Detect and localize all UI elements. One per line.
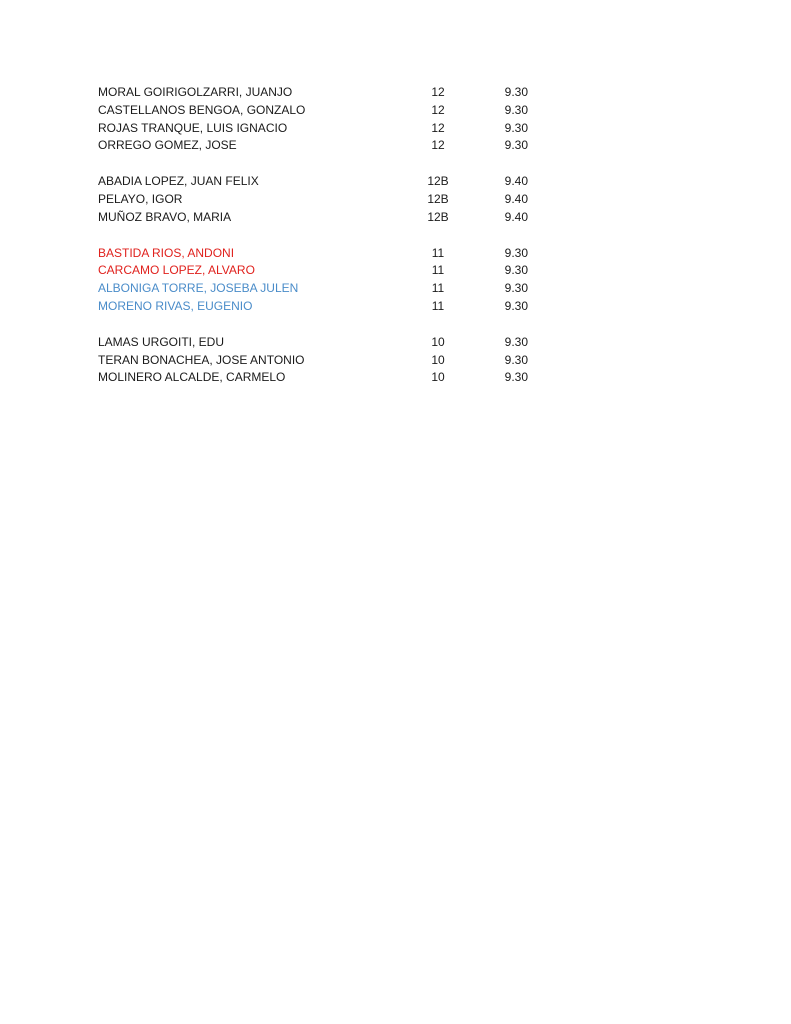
person-name: ALBONIGA TORRE, JOSEBA JULEN	[98, 281, 299, 296]
schedule-list	[98, 84, 538, 405]
time-value: 9.30	[504, 334, 528, 349]
group-code: 11	[431, 281, 445, 296]
group-code: 12	[431, 138, 445, 153]
list-item	[98, 137, 538, 155]
list-item	[98, 298, 538, 316]
list-item	[98, 191, 538, 209]
list-item	[98, 262, 538, 280]
group-code: 10	[431, 334, 445, 349]
group-11	[98, 245, 538, 316]
list-item	[98, 245, 538, 263]
group-code: 10	[431, 370, 445, 385]
person-name: MORENO RIVAS, EUGENIO	[98, 298, 253, 313]
list-item	[98, 280, 538, 298]
list-item	[98, 102, 538, 120]
person-name: MORAL GOIRIGOLZARRI, JUANJO	[98, 85, 293, 99]
person-name: ORREGO GOMEZ, JOSE	[98, 138, 237, 153]
time-value: 9.30	[504, 120, 528, 135]
time-value: 9.30	[504, 85, 528, 99]
time-value: 9.30	[504, 263, 528, 278]
group-code: 12	[431, 102, 445, 117]
list-item	[98, 369, 538, 387]
person-name: MUÑOZ BRAVO, MARIA	[98, 209, 232, 224]
person-name: ROJAS TRANQUE, LUIS IGNACIO	[98, 120, 288, 135]
time-value: 9.30	[504, 138, 528, 153]
person-name: CASTELLANOS BENGOA, GONZALO	[98, 102, 306, 117]
person-name: PELAYO, IGOR	[98, 191, 183, 206]
list-item	[98, 209, 538, 227]
time-value: 9.40	[504, 174, 528, 189]
list-item	[98, 173, 538, 191]
group-code: 12B	[427, 174, 449, 189]
group-code: 11	[431, 298, 445, 313]
group-12	[98, 84, 538, 155]
person-name: BASTIDA RIOS, ANDONI	[98, 245, 235, 260]
group-12b	[98, 173, 538, 226]
person-name: ABADIA LOPEZ, JUAN FELIX	[98, 174, 259, 189]
time-value: 9.40	[504, 191, 528, 206]
group-code: 10	[431, 352, 445, 367]
time-value: 9.30	[504, 281, 528, 296]
time-value: 9.30	[504, 102, 528, 117]
group-code: 12B	[427, 191, 449, 206]
group-code: 12	[431, 85, 445, 99]
person-name: LAMAS URGOITI, EDU	[98, 334, 225, 349]
group-code: 11	[431, 263, 445, 278]
person-name: TERAN BONACHEA, JOSE ANTONIO	[98, 352, 305, 367]
list-item	[98, 120, 538, 138]
list-item	[98, 352, 538, 370]
time-value: 9.30	[504, 298, 528, 313]
list-item	[98, 84, 538, 102]
time-value: 9.40	[504, 209, 528, 224]
group-code: 12	[431, 120, 445, 135]
group-10	[98, 334, 538, 387]
group-code: 11	[431, 245, 445, 260]
time-value: 9.30	[504, 352, 528, 367]
time-value: 9.30	[504, 370, 528, 385]
list-item	[98, 334, 538, 352]
time-value: 9.30	[504, 245, 528, 260]
person-name: CARCAMO LOPEZ, ALVARO	[98, 263, 255, 278]
group-code: 12B	[427, 209, 449, 224]
person-name: MOLINERO ALCALDE, CARMELO	[98, 370, 286, 385]
